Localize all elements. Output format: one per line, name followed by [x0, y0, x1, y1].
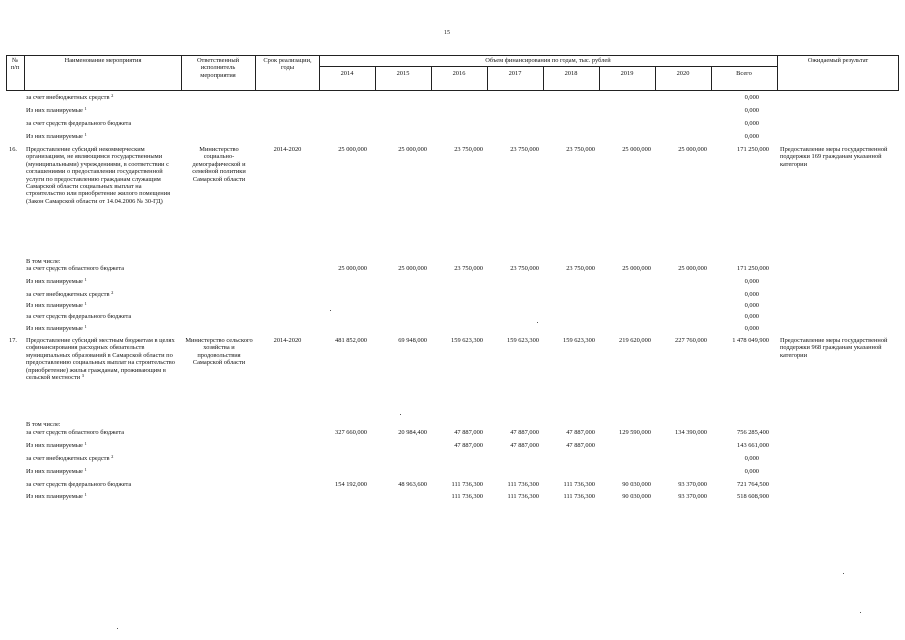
col-divider — [255, 55, 256, 90]
row-label: Из них планируемые $^1$ — [26, 441, 87, 449]
row-label: Из них планируемые $^1$ — [26, 324, 87, 332]
row-label: Из них планируемые $^1$ — [26, 106, 87, 114]
value-2020: 25 000,000 — [678, 265, 707, 272]
header-year: 2014 — [340, 70, 354, 77]
value-total: 756 285,400 — [737, 429, 769, 436]
header-bottom-rule — [6, 90, 899, 91]
value-total: 0,000 — [744, 302, 759, 309]
value-2014: 327 660,000 — [335, 429, 367, 436]
header-year: 2017 — [508, 70, 522, 77]
scan-speck — [860, 612, 861, 613]
item-responsible: Министерство социально-демографической и семейной политики Самарской области — [192, 146, 246, 183]
value-2015: 20 984,400 — [398, 429, 427, 436]
value-2016: 47 887,000 — [454, 442, 483, 449]
value-2015: 69 948,000 — [398, 337, 427, 344]
row-total: 0,000 — [744, 107, 759, 114]
row-label: за счет внебюджетных средств $^2$ — [26, 93, 114, 101]
value-2018: 159 623,300 — [563, 337, 595, 344]
col-divider — [24, 55, 25, 90]
value-2014: 154 192,000 — [335, 481, 367, 488]
row-label: за счет внебюджетных средств $^2$ — [26, 454, 114, 462]
value-2019: 219 620,000 — [619, 337, 651, 344]
header-year: 2018 — [564, 70, 578, 77]
value-2014: 25 000,000 — [338, 146, 367, 153]
value-2017: 111 736,300 — [507, 493, 539, 500]
value-2015: 25 000,000 — [398, 146, 427, 153]
value-total: 1 478 049,900 — [732, 337, 769, 344]
item-responsible: Министерство сельского хозяйства и продовольствия Самарской области — [185, 337, 253, 367]
value-2014: 481 852,000 — [335, 337, 367, 344]
value-2016: 23 750,000 — [454, 265, 483, 272]
value-2015: 25 000,000 — [398, 265, 427, 272]
row-label: Из них планируемые $^1$ — [26, 277, 87, 285]
value-2014: 25 000,000 — [338, 265, 367, 272]
value-2017: 23 750,000 — [510, 265, 539, 272]
col-divider — [777, 55, 778, 90]
value-total: 518 608,900 — [737, 493, 769, 500]
item-name: Предоставление субсидий местным бюджетам в целях софинансирования расходных обязательств муниципальных образований в Самарской области по предоставлению социальных выплат на строительство (приобретение) жилья гражданам, проживающим в сельской местности $^3$ — [26, 337, 175, 382]
item-number: 16. — [9, 146, 17, 153]
item-number: 17. — [9, 337, 17, 344]
value-2020: 134 390,000 — [675, 429, 707, 436]
in-total-label: В том числе: — [26, 421, 61, 428]
item-result: Предоставление меры государственной поддержки 169 гражданам указанной категории — [780, 146, 888, 168]
row-label: Из них планируемые $^1$ — [26, 467, 87, 475]
value-2019: 25 000,000 — [622, 146, 651, 153]
value-total: 171 250,000 — [737, 265, 769, 272]
page-number: 15 — [444, 30, 450, 36]
header-year: 2020 — [676, 70, 690, 77]
value-2019: 90 030,000 — [622, 481, 651, 488]
row-total: 0,000 — [744, 94, 759, 101]
row-label: Из них планируемые $^1$ — [26, 492, 87, 500]
header-year: 2015 — [396, 70, 410, 77]
value-2020: 93 370,000 — [678, 493, 707, 500]
row-total: 0,000 — [744, 120, 759, 127]
value-2016: 47 887,000 — [454, 429, 483, 436]
value-total: 171 250,000 — [737, 146, 769, 153]
value-2015: 48 963,600 — [398, 481, 427, 488]
col-divider — [898, 55, 899, 90]
value-2016: 23 750,000 — [454, 146, 483, 153]
value-2017: 159 623,300 — [507, 337, 539, 344]
value-total: 0,000 — [744, 291, 759, 298]
funding-subheader-rule — [319, 66, 777, 67]
header-result: Ожидаемый результат — [807, 57, 869, 64]
value-2020: 93 370,000 — [678, 481, 707, 488]
item-result: Предоставление меры государственной поддержки 968 гражданам указанной категории — [780, 337, 888, 359]
value-2018: 23 750,000 — [566, 265, 595, 272]
value-2016: 111 736,300 — [451, 481, 483, 488]
value-2017: 23 750,000 — [510, 146, 539, 153]
row-label: за счет средств федерального бюджета — [26, 120, 132, 127]
value-2017: 47 887,000 — [510, 442, 539, 449]
value-total: 0,000 — [744, 468, 759, 475]
value-2019: 129 590,000 — [619, 429, 651, 436]
value-2018: 47 887,000 — [566, 429, 595, 436]
header-funding: Объем финансирования по годам, тыс. рублей — [485, 57, 611, 64]
value-total: 143 661,000 — [737, 442, 769, 449]
row-label: за счет внебюджетных средств $^2$ — [26, 290, 114, 298]
value-total: 0,000 — [744, 278, 759, 285]
header-top-rule — [6, 55, 899, 56]
header-period: Срок реализации, годы — [263, 57, 312, 72]
value-2018: 23 750,000 — [566, 146, 595, 153]
header-responsible: Ответственный исполнитель мероприятия — [196, 57, 240, 79]
item-period: 2014-2020 — [273, 146, 302, 153]
value-2018: 111 736,300 — [563, 481, 595, 488]
value-total: 721 764,500 — [737, 481, 769, 488]
header-num: № п/п — [10, 57, 20, 72]
scan-speck — [400, 414, 401, 415]
row-total: 0,000 — [744, 133, 759, 140]
item-name: Предоставление субсидий некоммерческим организациям, не являющимся государственными (муниципальными) учреждениями, в соответствии с соглашениями о предоставлении государственной услуги по предоставлению гражданам служащим Самарской области социальных выплат на строительство или приобретение жилого помещения (Закон Самарской области от 14.04.2006 № 30-ГД) — [26, 146, 171, 205]
row-label: Из них планируемые $^1$ — [26, 301, 87, 309]
row-label: за счет средств федерального бюджета — [26, 313, 132, 320]
row-label: за счет средств федерального бюджета — [26, 481, 132, 488]
value-total: 0,000 — [744, 325, 759, 332]
header-year: 2019 — [620, 70, 634, 77]
value-total: 0,000 — [744, 313, 759, 320]
scan-speck — [843, 573, 844, 574]
value-2018: 47 887,000 — [566, 442, 595, 449]
value-total: 0,000 — [744, 455, 759, 462]
value-2017: 111 736,300 — [507, 481, 539, 488]
value-2019: 90 030,000 — [622, 493, 651, 500]
header-total: Всего — [736, 70, 752, 77]
scan-speck — [117, 628, 118, 629]
value-2017: 47 887,000 — [510, 429, 539, 436]
value-2020: 227 760,000 — [675, 337, 707, 344]
value-2019: 25 000,000 — [622, 265, 651, 272]
header-name: Наименование мероприятия — [64, 57, 142, 64]
row-label: за счет средств областного бюджета — [26, 429, 125, 436]
row-label: за счет средств областного бюджета — [26, 265, 125, 272]
value-2016: 111 736,300 — [451, 493, 483, 500]
row-label: Из них планируемые $^1$ — [26, 132, 87, 140]
value-2020: 25 000,000 — [678, 146, 707, 153]
value-2018: 111 736,300 — [563, 493, 595, 500]
scan-speck — [330, 310, 331, 311]
col-divider — [181, 55, 182, 90]
value-2016: 159 623,300 — [451, 337, 483, 344]
in-total-label: В том числе: — [26, 258, 61, 265]
header-year: 2016 — [452, 70, 466, 77]
item-period: 2014-2020 — [273, 337, 302, 344]
scan-speck — [537, 322, 538, 323]
